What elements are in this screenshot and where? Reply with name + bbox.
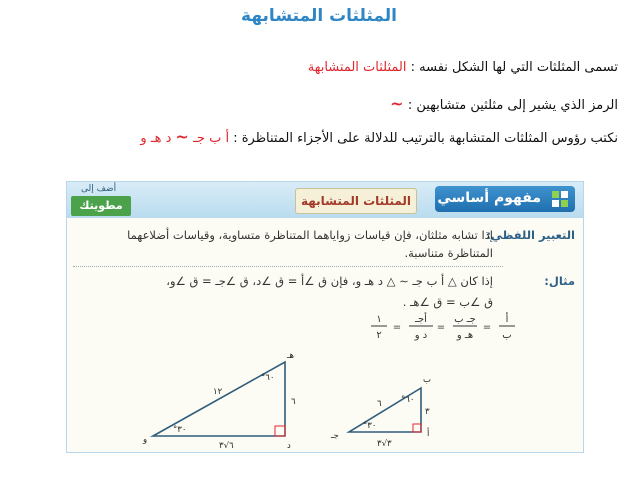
side-label: ٣√٣	[377, 439, 392, 449]
example-label: مثال:	[544, 274, 575, 288]
vertex-label: ب	[423, 375, 432, 385]
small-triangle	[330, 375, 431, 449]
side-label: ١٢	[213, 387, 223, 397]
panel-header	[67, 182, 583, 218]
fraction-num: جـ ب	[454, 314, 476, 325]
similar-symbol-2: ∽	[175, 127, 189, 146]
fraction-num: أجـ	[415, 314, 427, 325]
similar-symbol: ∽	[390, 94, 404, 113]
side-label: ٦√٣	[219, 441, 234, 451]
definition-line	[308, 60, 618, 75]
key-concept-label: مفهوم أساسي	[437, 190, 541, 206]
angle-label: °٣٠	[173, 425, 187, 435]
concept-logo-icon	[551, 190, 569, 208]
big-triangle	[142, 351, 296, 451]
fraction-den: د و	[414, 330, 428, 341]
svg-text:=: =	[436, 322, 446, 333]
fraction-num: ١	[376, 314, 382, 325]
symbol-label: الرمز الذي يشير إلى مثلثين متشابهين :	[403, 98, 618, 113]
vertex-order-line	[140, 127, 618, 146]
key-concept-panel	[66, 181, 584, 453]
foldable-tab	[71, 184, 131, 218]
fraction-num: أ	[505, 314, 509, 325]
key-concept-tab	[435, 186, 575, 212]
verbal-text-1: إذا تشابه مثلثان، فإن قياسات زواياهما المتناظرة متساوية، وقياسات أضلاعهما	[127, 228, 493, 242]
lesson-tab: المثلثات المتشابهة	[295, 188, 417, 214]
definition-value: المثلثات المتشابهة	[307, 60, 407, 75]
vertex-label: جـ	[331, 431, 339, 441]
divider	[73, 266, 503, 267]
symbol-line	[390, 94, 618, 113]
verbal-label: التعبير اللفظي:	[486, 228, 575, 242]
side-label: ٣	[425, 407, 430, 417]
page-title: المثلثات المتشابهة	[241, 6, 397, 26]
side-label: ٦	[377, 399, 382, 409]
triangles-figure	[67, 348, 583, 452]
angle-label: °٣٠	[363, 421, 377, 431]
vertex-label: و	[143, 435, 148, 445]
svg-text:=: =	[482, 322, 492, 333]
triangle-abc: أ ب جـ	[193, 131, 230, 146]
vertex-label: هـ	[287, 351, 294, 361]
vertex-order-label: نكتب رؤوس المثلثات المتشابهة بالترتيب للدلالة على الأجزاء المتناظرة :	[229, 131, 618, 146]
angle-label: °٦٠	[401, 395, 415, 405]
fraction-den: هـ و	[456, 330, 474, 341]
foldable-top-label: أضف إلى	[81, 184, 117, 194]
definition-label: تسمى المثلثات التي لها الشكل نفسه :	[406, 60, 618, 75]
side-label: ٦	[291, 397, 296, 407]
verbal-text-2: المتناظرة متناسبة.	[404, 246, 493, 260]
fraction-den: ب	[502, 330, 512, 341]
proportion-equation	[327, 310, 527, 346]
angle-label: °٦٠	[261, 373, 275, 383]
vertex-label: أ	[427, 429, 430, 439]
example-text-2: ق ∠ب = ق ∠هـ .	[402, 295, 493, 309]
vertex-label: د	[287, 441, 291, 451]
foldable-label: مطويتك	[71, 196, 131, 216]
triangle-def: د هـ و	[140, 131, 172, 146]
example-text-1: إذا كان △ أ ب جـ ∽ △ د هـ و، فإن ق ∠أ = ق ∠د، ق ∠جـ = ق ∠و،	[166, 274, 493, 288]
svg-text:=: =	[392, 322, 402, 333]
fraction-den: ٢	[376, 330, 382, 341]
